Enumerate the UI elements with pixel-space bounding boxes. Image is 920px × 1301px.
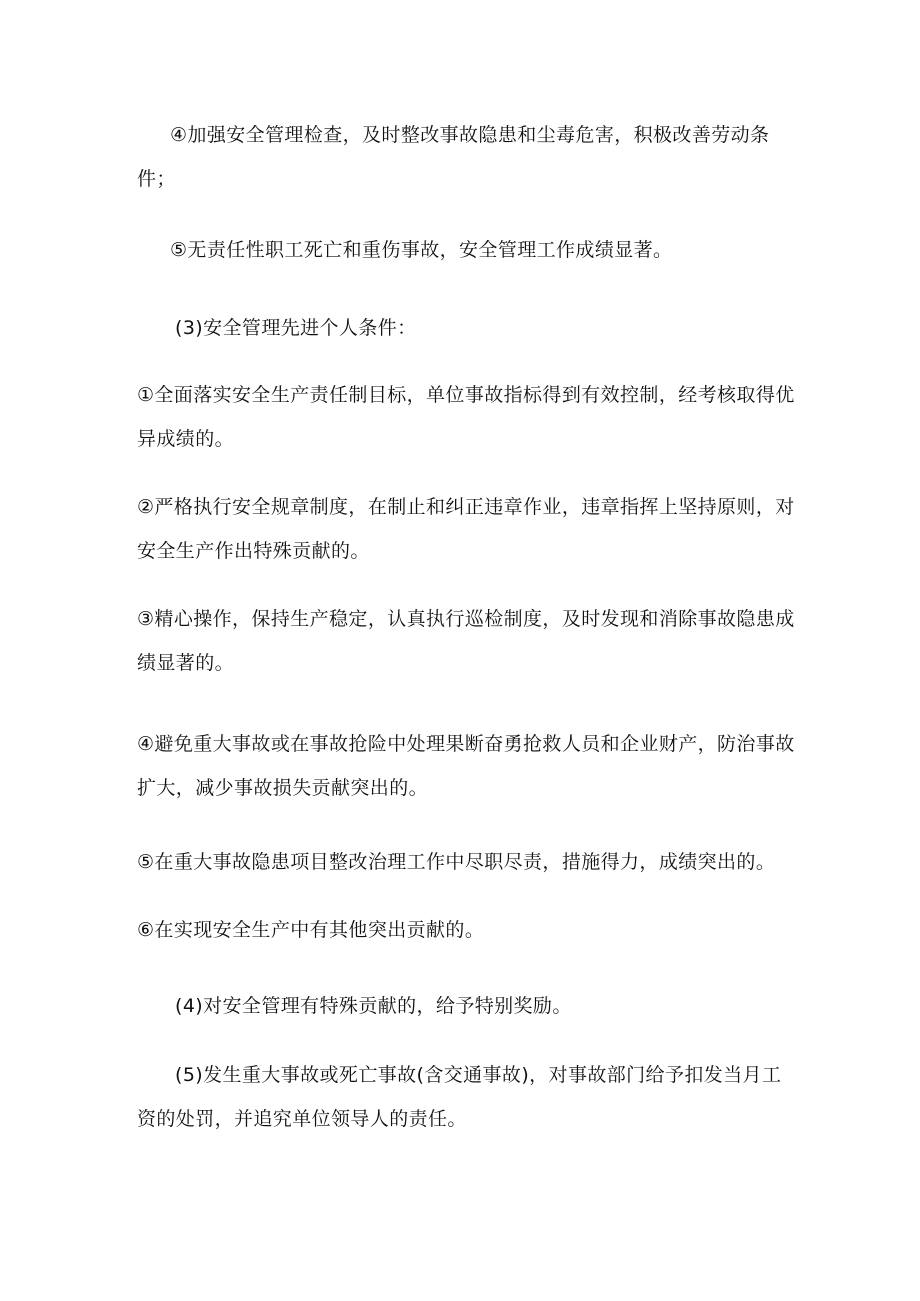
individual-item-5: ⑤在重大事故隐患项目整改治理工作中尽职尽责，措施得力，成绩突出的。 <box>137 851 776 873</box>
individual-item-2: ②严格执行安全规章制度，在制止和纠正违章作业，违章指挥上坚持原则，对安全生产作出特殊贡献的。 <box>137 496 795 562</box>
individual-item-1: ①全面落实安全生产责任制目标，单位事故指标得到有效控制，经考核取得优异成绩的。 <box>137 384 795 450</box>
individual-item-3: ③精心操作，保持生产稳定，认真执行巡检制度，及时发现和消除事故隐患成绩显著的。 <box>137 608 795 674</box>
section-5-penalty: (5)发生重大事故或死亡事故(含交通事故)，对事故部门给予扣发当月工资的处罚，并追究单位领导人的责任。 <box>137 1064 782 1130</box>
individual-item-4: ④避免重大事故或在事故抢险中处理果断奋勇抢救人员和企业财产，防治事故扩大，减少事故损失贡献突出的。 <box>137 733 795 799</box>
section-3-heading: (3)安全管理先进个人条件： <box>175 317 417 339</box>
section-4-special-reward: (4)对安全管理有特殊贡献的，给予特别奖励。 <box>175 995 572 1017</box>
paragraph-5-no-fatal-accidents: ⑤无责任性职工死亡和重伤事故，安全管理工作成绩显著。 <box>170 239 673 261</box>
paragraph-4-strengthen-inspection: ④加强安全管理检查，及时整改事故隐患和尘毒危害，积极改善劳动条件； <box>137 124 770 190</box>
individual-item-6: ⑥在实现安全生产中有其他突出贡献的。 <box>137 919 485 941</box>
